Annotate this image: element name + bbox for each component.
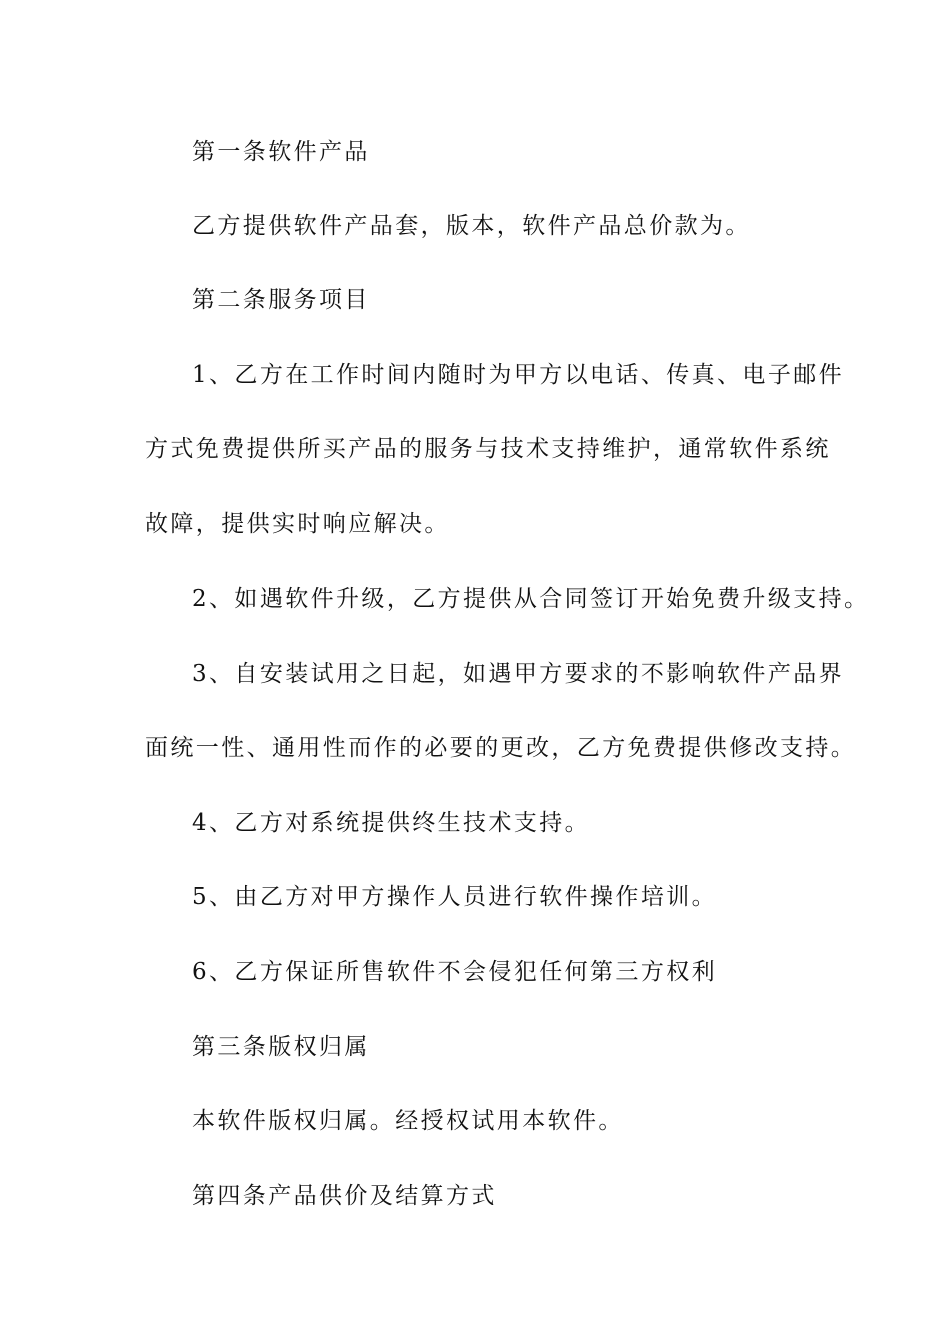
item-1-line-1: 1、乙方在工作时间内随时为甲方以电话、传真、电子邮件: [192, 362, 845, 388]
article-4-heading: 第四条产品供价及结算方式: [192, 1183, 497, 1209]
item-6: 6、乙方保证所售软件不会侵犯任何第三方权利: [192, 959, 718, 985]
article-1-heading: 第一条软件产品: [192, 139, 370, 165]
item-3-line-2: 面统一性、通用性而作的必要的更改，乙方免费提供修改支持。: [145, 735, 857, 761]
item-2: 2、如遇软件升级，乙方提供从合同签订开始免费升级支持。: [192, 586, 870, 612]
article-3-heading: 第三条版权归属: [192, 1034, 370, 1060]
item-3-line-1: 3、自安装试用之日起，如遇甲方要求的不影响软件产品界: [192, 661, 845, 687]
article-2-heading: 第二条服务项目: [192, 287, 370, 313]
item-4: 4、乙方对系统提供终生技术支持。: [192, 810, 591, 836]
article-3-body: 本软件版权归属。经授权试用本软件。: [192, 1108, 624, 1134]
article-1-body: 乙方提供软件产品套，版本，软件产品总价款为。: [192, 213, 751, 239]
item-1-line-2: 方式免费提供所买产品的服务与技术支持维护，通常软件系统: [145, 436, 831, 462]
item-1-line-3: 故障，提供实时响应解决。: [145, 511, 450, 537]
item-5: 5、由乙方对甲方操作人员进行软件操作培训。: [192, 884, 718, 910]
